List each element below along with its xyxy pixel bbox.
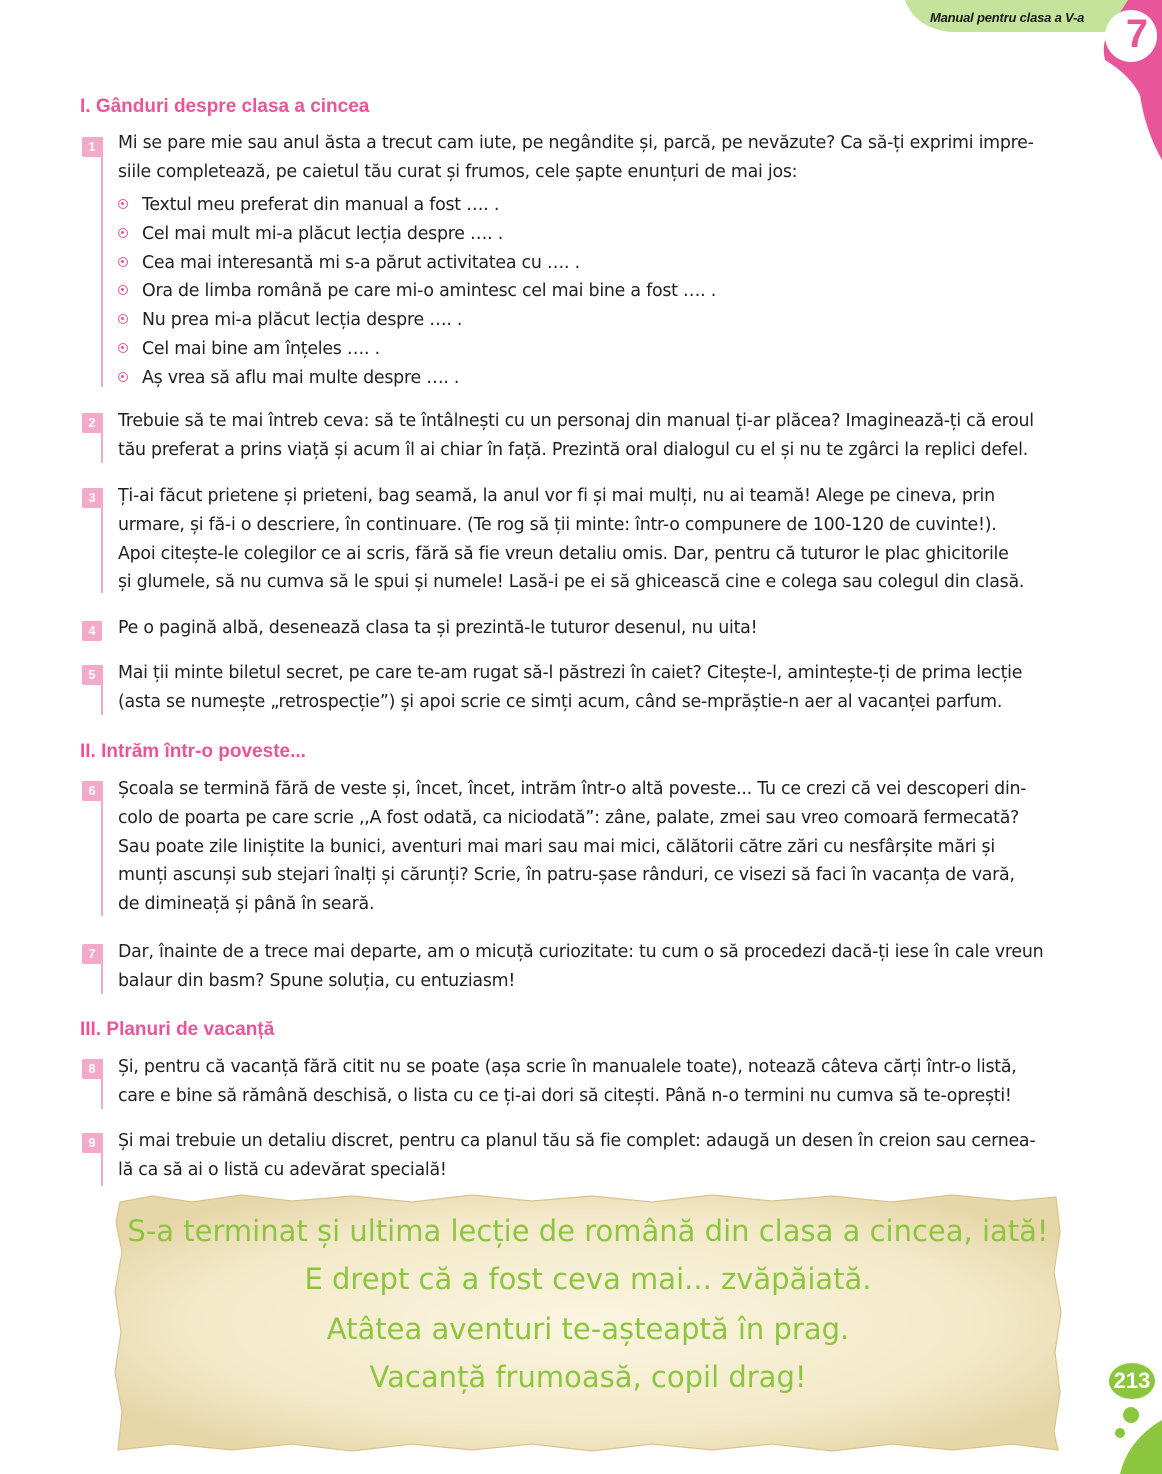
bullet-icon <box>118 343 128 353</box>
chapter-number: 7 <box>1125 12 1149 56</box>
list-item: Cel mai bine am înțeles …. . <box>118 335 1078 364</box>
list-item: Nu prea mi-a plăcut lecția despre …. . <box>118 306 1078 335</box>
exercise-bar <box>101 665 103 715</box>
exercise-number: 4 <box>82 621 102 641</box>
text-line: Sau poate zile liniștite la bunici, aventuri mai mari sau mai mici, călătorii către zări cu nesfârșite mări și <box>118 836 995 857</box>
list-item: Ora de limba română pe care mi-o amintesc cel mai bine a fost …. . <box>118 277 1078 306</box>
exercise-8-text <box>118 1053 1084 1111</box>
exercise-4-text <box>118 614 1084 643</box>
bullet-icon <box>118 228 128 238</box>
text-line: balaur din basm? Spune soluția, cu entuziasm! <box>118 970 516 991</box>
exercise-number: 9 <box>82 1133 102 1153</box>
exercise-1-text <box>118 129 1084 187</box>
exercise-bar <box>101 413 103 463</box>
text-line: Și, pentru că vacanță fără citit nu se poate (așa scrie în manualele toate), notează câteva cărți într-o listă, <box>118 1057 1017 1077</box>
poem-line: E drept că a fost ceva mai... zvăpăiată. <box>304 1262 872 1296</box>
bullet-icon <box>118 314 128 324</box>
exercise-bar <box>101 1059 103 1109</box>
poem-line: Vacanță frumoasă, copil drag! <box>369 1360 807 1394</box>
exercise-bar <box>101 1133 103 1186</box>
text-line: și glumele, să nu cumva să le spui și numele! Lasă-i pe ei să ghicească cine e colega sau colegul din clasă. <box>118 572 1025 593</box>
section-heading-2: II. Intrăm într-o poveste... <box>80 741 306 762</box>
book-title: Manual pentru clasa a V-a <box>930 10 1085 25</box>
text-line: munți ascunși sub stejari înalți și cărunți? Scrie, în patru-șase rânduri, ce visezi să faci în vacanța de vară, <box>118 865 1015 886</box>
section-heading-3: III. Planuri de vacanță <box>80 1019 275 1040</box>
exercise-number: 7 <box>82 944 102 964</box>
corner-decoration <box>1120 1420 1162 1474</box>
text-line: Mai ții minte biletul secret, pe care te-am rugat să-l păstrezi în caiet? Citește-l, amintește-ți de prima lecție <box>118 663 1023 683</box>
closing-poem-box <box>112 1192 1064 1454</box>
exercise-number: 1 <box>82 137 102 157</box>
section-heading-1: I. Gânduri despre clasa a cincea <box>80 96 370 117</box>
poem-line: Atâtea aventuri te-așteaptă în prag. <box>326 1312 850 1346</box>
exercise-bar <box>101 137 103 387</box>
text-line: lă ca să ai o listă cu adevărat specială! <box>118 1159 447 1180</box>
text-line: colo de poarta pe care scrie ,,A fost odată, ca niciodată”: zâne, palate, zmei sau vreo comoară fermecată? <box>118 807 1020 828</box>
exercise-number: 3 <box>82 488 102 508</box>
exercise-6-text <box>118 775 1084 919</box>
exercise-bar <box>101 781 103 916</box>
page-number: 213 <box>1109 1363 1155 1399</box>
bullet-icon <box>118 285 128 295</box>
bullet-icon <box>118 199 128 209</box>
bullet-icon <box>118 257 128 267</box>
text-line: Mi se pare mie sau anul ăsta a trecut cam iute, pe negândite și, parcă, pe nevăzute? Ca să-ți exprimi impre- <box>118 133 1034 153</box>
exercise-7-text <box>118 938 1084 996</box>
list-item: Cea mai interesantă mi s-a părut activitatea cu …. . <box>118 249 1078 278</box>
text-line: Și mai trebuie un detaliu discret, pentru ca planul tău să fie complet: adaugă un desen în creion sau cernea- <box>118 1131 1036 1151</box>
text-line: tău preferat a prins viață și acum îl ai chiar în față. Prezintă oral dialogul cu el și nu te zgârci la replici defel. <box>118 439 1028 460</box>
exercise-5-text <box>118 659 1084 717</box>
text-line: siile completează, pe caietul tău curat și frumos, cele șapte enunțuri de mai jos: <box>118 161 798 182</box>
list-item: Textul meu preferat din manual a fost …. . <box>118 191 1078 220</box>
text-line: de dimineață și până în seară. <box>118 894 375 915</box>
exercise-bar <box>101 488 103 593</box>
text-line: care e bine să rămână deschisă, o lista cu ce ți-ai dori să citești. Până n-o termini nu cumva să te-oprești! <box>118 1085 1012 1106</box>
text-line: Școala se termină fără de veste și, încet, încet, intrăm într-o altă poveste... Tu ce crezi că vei descoperi din- <box>118 779 1027 799</box>
exercise-bar <box>101 944 103 994</box>
text-line: Apoi citește-le colegilor ce ai scris, fără să fie vreun detaliu omis. Dar, pentru că tuturor le plac ghicitorile <box>118 543 1009 564</box>
text-line: (asta se numește „retrospecție”) și apoi scrie ce simți acum, când se-mprăștie-n aer al vacanței parfum. <box>118 691 1003 712</box>
text-line: Pe o pagină albă, desenează clasa ta și prezintă-le tuturor desenul, nu uita! <box>118 618 758 638</box>
text-line: Trebuie să te mai întreb ceva: să te întâlnești cu un personaj din manual ți-ar plăcea? Imaginează-ți că eroul <box>118 411 1034 431</box>
exercise-number: 6 <box>82 781 102 801</box>
text-line: Ți-ai făcut prietene și prieteni, bag seamă, la anul vor fi și mai mulți, nu ai teamă! Alege pe cineva, prin <box>118 486 995 506</box>
sentence-list <box>118 191 1078 393</box>
list-item: Cel mai mult mi-a plăcut lecția despre …. . <box>118 220 1078 249</box>
poem-line: S-a terminat și ultima lecție de română din clasa a cincea, iată! <box>127 1214 1049 1248</box>
bullet-icon <box>118 372 128 382</box>
exercise-number: 5 <box>82 665 102 685</box>
exercise-9-text <box>118 1127 1084 1185</box>
list-item: Aș vrea să aflu mai multe despre …. . <box>118 364 1078 393</box>
exercise-number: 8 <box>82 1059 102 1079</box>
text-line: Dar, înainte de a trece mai departe, am o micuță curiozitate: tu cum o să procedezi dacă-ți iese în cale vreun <box>118 942 1044 962</box>
text-line: urmare, și fă-i o descriere, în continuare. (Te rog să ții minte: într-o compunere de 100-120 de cuvinte!). <box>118 514 997 535</box>
exercise-3-text <box>118 482 1084 597</box>
exercise-2-text <box>118 407 1084 465</box>
exercise-number: 2 <box>82 413 102 433</box>
